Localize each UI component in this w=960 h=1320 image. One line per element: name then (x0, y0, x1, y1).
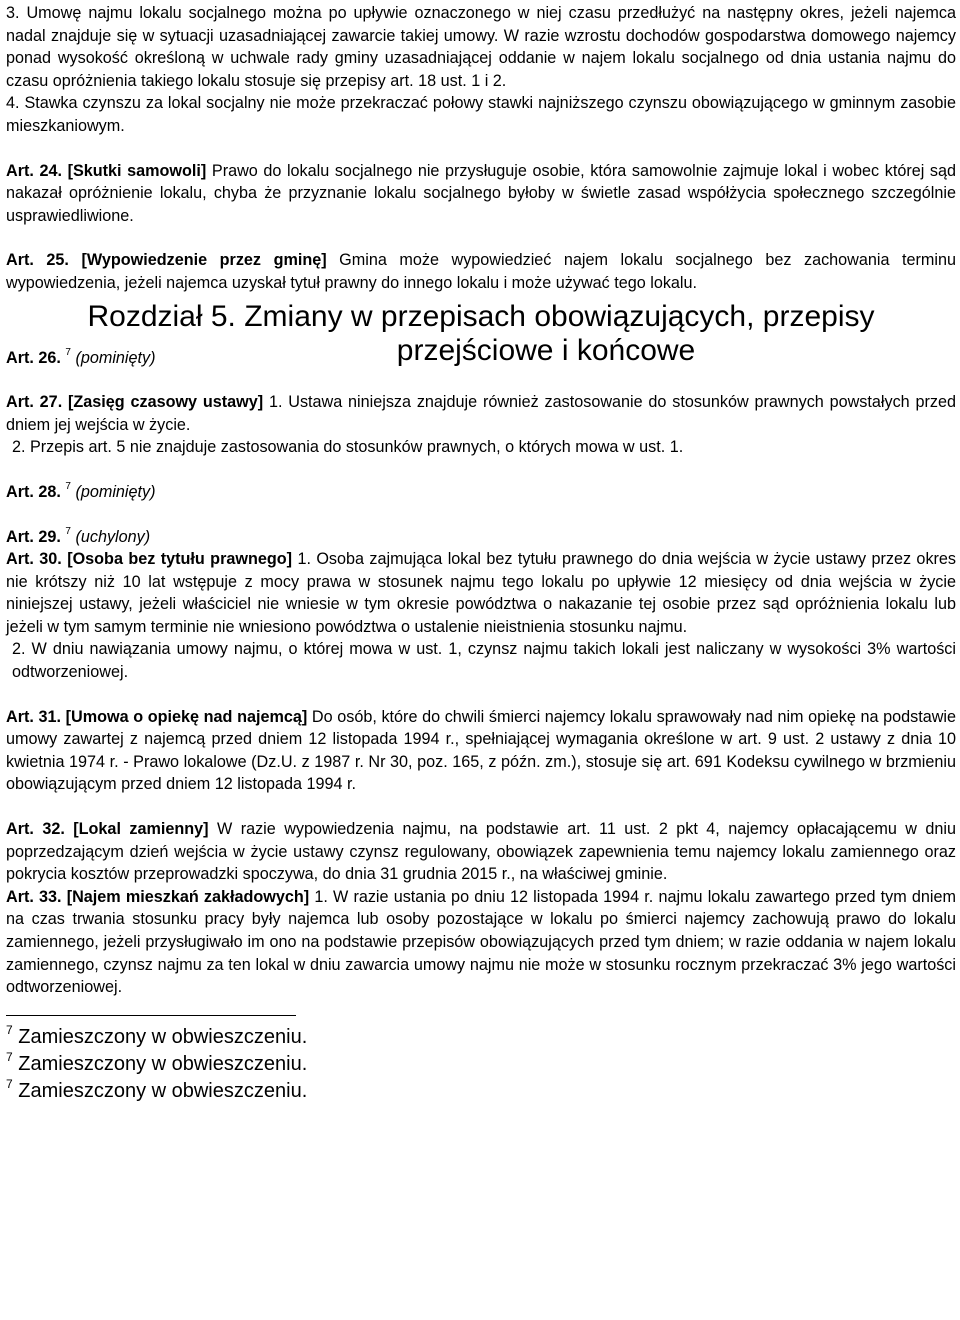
article-number: Art. 31. (6, 707, 62, 726)
footnotes (6, 1024, 956, 1105)
paragraph-3: 3. Umowę najmu lokalu socjalnego można po upływie oznaczonego w niej czasu przedłużyć na następny okres, jeżeli najemca nadal znajduje się w sytuacji uzasadniającej zawarcie takiej umowy. W razie wzrostu dochodów gospodarstwa domowego najemcy ponad wysokość określoną w uchwale rady gminy uzasadniającej oddanie w najem lokalu socjalnego od dnia ustania najmu do czasu opróżnienia takiego lokalu stosuje się przepisy art. 18 ust. 1 i 2. (6, 4, 956, 90)
footnote (6, 1078, 956, 1105)
footnote (6, 1051, 956, 1078)
article-27-p1 (6, 391, 956, 436)
article-32 (6, 818, 956, 886)
article-text: 1. W razie ustania po dniu 12 listopada 1994 r. najmu lokalu zawartego przed tym dniem na czas trwania stosunku pracy były najemca lub osoby pozostające w lokalu po śmierci najemcy zachowują prawo do lokalu zamiennego, jeżeli przysługiwało im ono na podstawie przepisów obowiązujących przed tym dniem; w razie oddania w najem lokalu zamiennego, czynsz najmu za ten lokal w dniu zawarcia umowy najmu nie może w stosunku rocznym przekraczać 3% jego wartości odtworzeniowej. (6, 887, 957, 997)
footnote (6, 1024, 956, 1051)
footnote-text: Zamieszczony w obwieszczeniu. (18, 1079, 308, 1102)
article-text: (pominięty) (75, 482, 156, 501)
footnote-text: Zamieszczony w obwieszczeniu. (18, 1025, 308, 1048)
article-text: (pominięty) (75, 348, 156, 367)
article-text: Do osób, które do chwili śmierci najemcy lokalu sprawowały nad nim opiekę na podstawie umowy zawartej z najemcą przed dniem 12 listopada 1994 r., spełniającej wymagania określone w art. 9 ust. 2 ustawy z dnia 10 kwietnia 1974 r. - Prawo lokalowe (Dz.U. z 1987 r. Nr 30, poz. 165, z późn. zm.), stosuje się art. 691 Kodeksu cywilnego w brzmieniu obowiązującym przed dniem 12 listopada 1994 r. (6, 707, 957, 794)
article-number: Art. 27. (6, 393, 63, 412)
article-30-p2: 2. W dniu nawiązania umowy najmu, o której mowa w ust. 1, czynsz najmu takich lokali jest naliczany w wysokości 3% wartości odtworzeniowej. (12, 640, 956, 682)
footnote-ref: 7 (65, 525, 71, 537)
article-title: [Lokal zamienny] (73, 820, 209, 839)
article-title: [Skutki samowoli] (67, 161, 207, 180)
footnote-number: 7 (6, 1076, 13, 1091)
article-number: Art. 30. (6, 550, 62, 569)
article-text: Gmina może wypowiedzieć najem lokalu socjalnego bez zachowania terminu wypowiedzenia, jeżeli najemca uzyskał tytuł prawny do innego lokalu i może używać tego lokalu. (6, 251, 956, 292)
article-28 (6, 481, 956, 504)
article-text: 1. Osoba zajmująca lokal bez tytułu prawnego do dnia wejścia w życie ustawy przez okres nie krótszy niż 10 lat wstępuje z mocy prawa w stosunek najmu tego lokalu po upływie 12 miesięcy od dnia wejścia w życie niniejszej ustawy, jeżeli właściciel nie wniesie w tym okresie powództwa o nakazanie tej osobie przez sąd opróżnienia lokalu lub jeżeli w tym samym terminie nie wniesiono powództwa o ustalenie nieistnienia stosunku najmu. (6, 550, 957, 636)
article-number: Art. 25. (6, 251, 69, 270)
paragraph-4: 4. Stawka czynszu za lokal socjalny nie może przekraczać połowy stawki najniższego czynszu obowiązującego w gminnym zasobie mieszkaniowym. (6, 94, 956, 135)
footnote-number: 7 (6, 1022, 13, 1037)
article-title: [Osoba bez tytułu prawnego] (67, 550, 293, 569)
article-number: Art. 24. (6, 161, 62, 180)
article-text: 1. Ustawa niniejsza znajduje również zastosowanie do stosunków prawnych powstałych przed dniem jej wejścia w życie. (6, 393, 956, 434)
article-number: Art. 29. (6, 527, 61, 546)
chapter-heading (6, 299, 956, 369)
article-text: (uchylony) (75, 527, 151, 546)
document-page (6, 0, 956, 1105)
footnote-text: Zamieszczony w obwieszczeniu. (18, 1052, 308, 1075)
article-number: Art. 32. (6, 820, 65, 839)
article-29 (6, 526, 956, 549)
article-25 (6, 249, 956, 294)
article-30-p1 (6, 548, 956, 638)
article-31 (6, 706, 956, 796)
article-title: [Umowa o opiekę nad najemcą] (65, 707, 308, 726)
footnote-number: 7 (6, 1049, 13, 1064)
article-27-p2: 2. Przepis art. 5 nie znajduje zastosowania do stosunków prawnych, o których mowa w ust. 1. (12, 438, 684, 457)
footnote-ref: 7 (65, 346, 71, 358)
article-text: Prawo do lokalu socjalnego nie przysługuje osobie, która samowolnie zajmuje lokal i wobec której sąd nakazał opróżnienie lokalu, chyba że przyznanie lokalu socjalnego byłoby w świetle zasad współżycia społecznego szczególnie usprawiedliwione. (6, 161, 957, 225)
footnote-ref: 7 (65, 480, 71, 492)
chapter-title-line1: Rozdział 5. Zmiany w przepisach obowiązujących, przepisy (87, 299, 875, 333)
article-24 (6, 160, 956, 228)
article-number: Art. 26. (6, 348, 61, 367)
chapter-title-line2: przejściowe i końcowe (396, 333, 696, 367)
footnote-divider (6, 1015, 296, 1016)
article-title: [Wypowiedzenie przez gminę] (81, 251, 327, 270)
article-number: Art. 28. (6, 482, 61, 501)
article-title: [Najem mieszkań zakładowych] (66, 887, 310, 906)
article-title: [Zasięg czasowy ustawy] (68, 393, 264, 412)
article-33 (6, 886, 956, 999)
article-text: W razie wypowiedzenia najmu, na podstawie art. 11 ust. 2 pkt 4, najemcy opłacającemu w dniu poprzedzającym dzień wejścia w życie ustawy czynsz regulowany, obowiązek zapewnienia temu najemcy lokalu zamiennego oraz pokrycia kosztów przeprowadzki spoczywa, do dnia 31 grudnia 2015 r., na właściwej gminie. (6, 820, 957, 884)
article-number: Art. 33. (6, 887, 62, 906)
